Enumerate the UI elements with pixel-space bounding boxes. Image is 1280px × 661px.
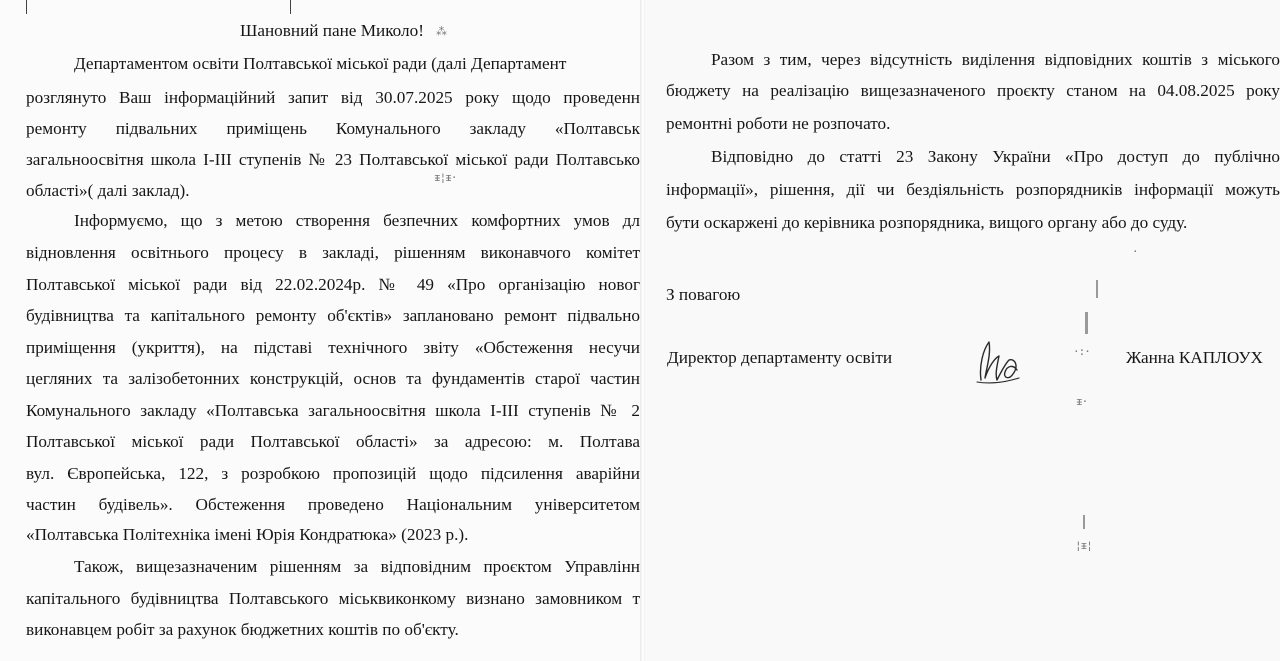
letter-page-right: [645, 0, 1280, 661]
paragraph-line: ремонтні роботи не розпочато.: [666, 114, 891, 133]
paragraph-line: Відповідно до статті 23 Закону України «Про доступ до публічно: [711, 147, 1280, 166]
paragraph-line: відновлення освітнього процесу в закладі, рішенням виконавчого комітет: [26, 243, 640, 262]
paragraph-line: Також, вищезазначеним рішенням за відповідним проєктом Управлінн: [74, 557, 640, 576]
paragraph-line: частин будівель». Обстеження проведено Національним університетом: [26, 495, 640, 514]
scan-speck: ¦ᵻ¦: [1075, 539, 1092, 552]
scan-speck: ⁂: [436, 25, 446, 38]
paragraph-line: «Полтавська Політехніка імені Юрія Кондратюка» (2023 р.).: [26, 525, 469, 544]
signer-title: Директор департаменту освіти: [667, 348, 893, 367]
paragraph-line: капітального будівництва Полтавського міськвиконкому визнано замовником т: [26, 589, 640, 608]
paragraph-line: цегляних та залізобетонних конструкцій, основ та фундаментів старої частин: [26, 369, 640, 388]
margin-line: [290, 0, 291, 14]
scan-mark: [1083, 515, 1085, 529]
margin-line: [26, 0, 27, 14]
scan-speck: ᵻ¦ᵻ·: [434, 171, 457, 184]
paragraph-line: Полтавської міської ради Полтавської області» за адресою: м. Полтава: [26, 432, 640, 451]
paragraph-line: Полтавської міської ради від 22.02.2024р. № 49 «Про організацію новог: [26, 275, 640, 294]
paragraph-line: будівництва та капітального ремонту об'єктів» заплановано ремонт підвально: [26, 306, 640, 325]
closing-text: З повагою: [666, 285, 741, 304]
scan-mark: [1085, 312, 1088, 334]
paragraph-line: Департаментом освіти Полтавської міської ради (далі Департамент: [74, 54, 567, 73]
handwritten-signature: [975, 336, 1023, 388]
paragraph-line: Комунального закладу «Полтавська загальноосвітня школа І-ІІІ ступенів № 2: [26, 401, 640, 420]
scan-speck: ·: [1132, 245, 1138, 258]
scan-mark: [1096, 280, 1098, 298]
salutation: Шановний пане Миколо!: [240, 21, 424, 40]
paragraph-line: бути оскаржені до керівника розпорядника, вищого органу або до суду.: [666, 213, 1188, 232]
paragraph-line: приміщення (укриття), на підставі технічного звіту «Обстеження несучи: [26, 338, 640, 357]
paragraph-line: розглянуто Ваш інформаційний запит від 30.07.2025 року щодо проведенн: [26, 88, 640, 107]
paragraph-line: Інформуємо, що з метою створення безпечних комфортних умов дл: [74, 211, 640, 230]
paragraph-line: області»( далі заклад).: [26, 181, 190, 200]
scan-speck: ·:·: [1073, 345, 1090, 358]
paragraph-line: загальноосвітня школа І-ІІІ ступенів № 23 Полтавської міської ради Полтавсько: [26, 150, 640, 169]
scan-speck: ᵻ·: [1076, 395, 1088, 408]
paragraph-line: інформації», рішення, дії чи бездіяльність розпорядників інформації можуть: [666, 180, 1280, 199]
paragraph-line: вул. Європейська, 122, з розробкою пропозицій щодо підсилення аварійни: [26, 464, 640, 483]
signer-name: Жанна КАПЛОУХ: [1126, 348, 1263, 367]
paragraph-line: бюджету на реалізацію вищезазначеного проєкту станом на 04.08.2025 року: [666, 81, 1280, 100]
paragraph-line: виконавцем робіт за рахунок бюджетних коштів по об'єкту.: [26, 620, 459, 639]
paragraph-line: ремонту підвальних приміщень Комунального закладу «Полтавськ: [26, 119, 640, 138]
paragraph-line: Разом з тим, через відсутність виділення відповідних коштів з міського: [711, 50, 1280, 69]
